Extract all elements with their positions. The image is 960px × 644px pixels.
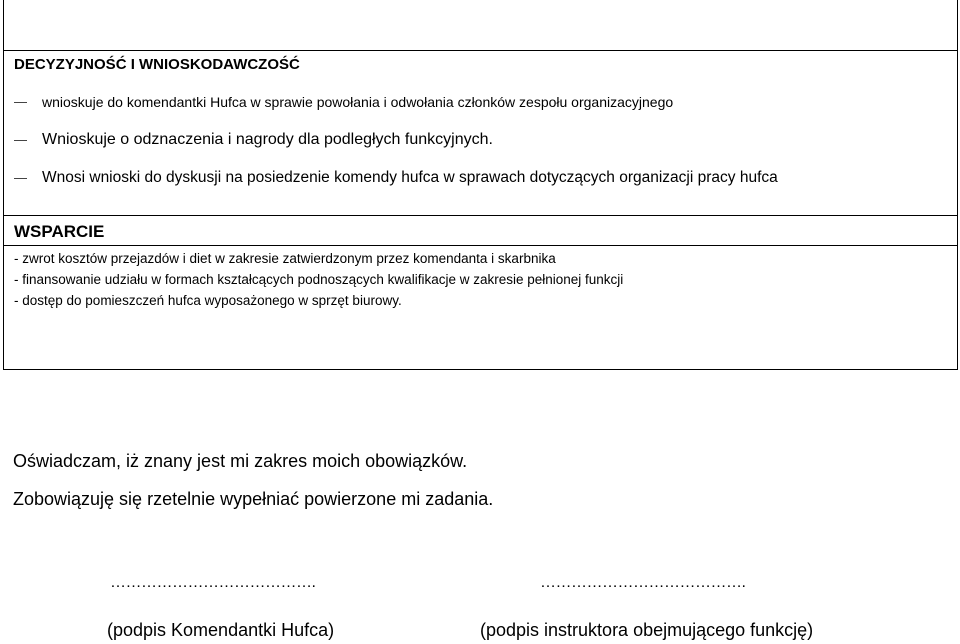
support-section-title: WSPARCIE	[14, 222, 105, 241]
list-item	[14, 94, 673, 110]
list-item	[14, 131, 493, 149]
declaration-line: Zobowiązuję się rzetelnie wypełniać powierzone mi zadania.	[13, 489, 494, 509]
table-divider	[4, 215, 957, 216]
list-item-text: Wnioskuje o odznaczenia i nagrody dla podległych funkcyjnych.	[42, 131, 493, 148]
list-item	[14, 169, 778, 187]
responsibilities-table	[3, 0, 958, 370]
list-item-text: Wnosi wnioski do dyskusji na posiedzenie komendy hufca w sprawach dotyczących organizacji pracy hufca	[42, 169, 778, 186]
signature-line-right: ………………………………….	[540, 574, 746, 591]
table-divider	[4, 50, 957, 51]
dash-bullet-icon	[14, 102, 27, 103]
dash-bullet-icon	[14, 178, 27, 179]
signature-line-left: ………………………………….	[110, 574, 316, 591]
signature-label-right: (podpis instruktora obejmującego funkcję)	[480, 620, 814, 640]
declaration-line: Oświadczam, iż znany jest mi zakres moich obowiązków.	[13, 451, 468, 471]
dash-bullet-icon	[14, 140, 27, 141]
support-item: - finansowanie udziału w formach kształcących podnoszących kwalifikacje w zakresie pełnionej funkcji	[14, 272, 624, 287]
decision-section-title: DECYZYJNOŚĆ I WNIOSKODAWCZOŚĆ	[14, 56, 300, 73]
table-divider	[4, 245, 957, 246]
list-item-text: wnioskuje do komendantki Hufca w sprawie powołania i odwołania członków zespołu organizacyjnego	[42, 94, 674, 110]
support-item: - dostęp do pomieszczeń hufca wyposażonego w sprzęt biurowy.	[14, 293, 402, 308]
support-item: - zwrot kosztów przejazdów i diet w zakresie zatwierdzonym przez komendanta i skarbnika	[14, 251, 556, 266]
signature-label-left: (podpis Komendantki Hufca)	[107, 620, 335, 640]
